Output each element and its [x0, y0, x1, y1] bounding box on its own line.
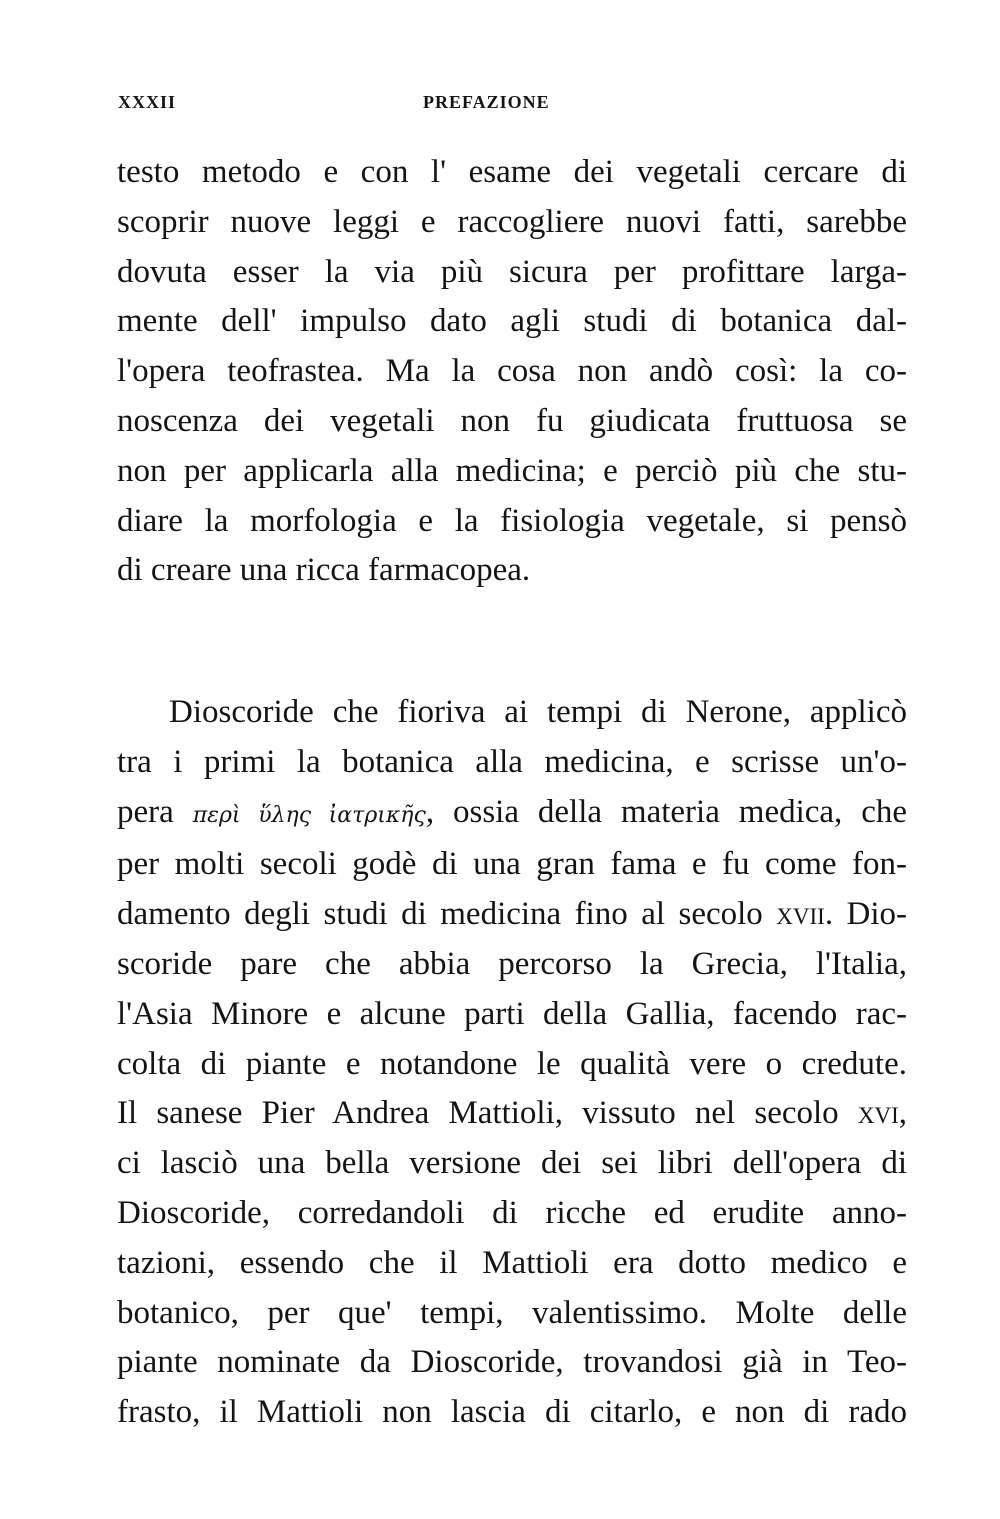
text-line: l'Asia Minore e alcune parti della Gallia, facendo rac- [117, 995, 907, 1032]
paragraph-1 [117, 148, 907, 596]
text-line: non per applicarla alla medicina; e perciò più che stu- [117, 452, 907, 489]
text-segment: . Dio- [824, 896, 907, 933]
text-line-with-greek [117, 788, 907, 841]
text-line: piante nominate da Dioscoride, trovandosi già in Teo- [117, 1344, 907, 1381]
text-line: Dioscoride che fioriva ai tempi di Nerone, applicò [169, 694, 907, 730]
text-line: dovuta esser la via più sicura per profittare larga- [117, 253, 907, 290]
text-line: noscenza dei vegetali non fu giudicata fruttuosa se [117, 402, 907, 439]
century-numeral: xvi [857, 1095, 899, 1132]
text-line: scoride pare che abbia percorso la Grecia, l'Italia, [117, 945, 907, 982]
text-line: testo metodo e con l' esame dei vegetali cercare di [117, 154, 907, 190]
running-title: PREFAZIONE [423, 92, 550, 112]
text-segment: pera [117, 793, 174, 830]
text-line: diare la morfologia e la fisiologia vegetale, si pensò [117, 502, 907, 539]
paragraph-2 [117, 688, 907, 1438]
text-line: tra i primi la botanica alla medicina, e scrisse un'o- [117, 743, 907, 780]
text-segment: damento degli studi di medicina fino al secolo [117, 896, 777, 933]
text-line: tazioni, essendo che il Mattioli era dotto medico e [117, 1244, 907, 1281]
text-line: scoprir nuove leggi e raccogliere nuovi fatti, sarebbe [117, 203, 907, 240]
text-segment: Il sanese Pier Andrea Mattioli, vissuto nel secolo [117, 1095, 858, 1132]
text-line-with-century [117, 1089, 907, 1139]
text-line: di creare una ricca farmacopea. [117, 552, 531, 589]
text-line: Dioscoride, corredandoli di ricche ed erudite anno- [117, 1194, 907, 1231]
text-line: colta di piante e notandone le qualità vere o credute. [117, 1045, 907, 1082]
text-segment: , [898, 1095, 907, 1132]
page-number: XXXII [118, 92, 177, 112]
text-line: frasto, il Mattioli non lascia di citarlo, e non di rado [117, 1394, 907, 1431]
running-head [118, 92, 898, 122]
text-line: per molti secoli godè di una gran fama e fu come fon- [117, 846, 907, 883]
text-line-with-century [117, 890, 907, 940]
text-line: mente dell' impulso dato agli studi di botanica dal- [117, 303, 907, 340]
greek-title: περὶ ὕλης ἰατρικῆς [192, 802, 426, 828]
century-numeral: xvii [776, 896, 825, 933]
text-line: ci lasciò una bella versione dei sei libri dell'opera di [117, 1145, 907, 1182]
text-segment: , ossia della materia medica, che [425, 793, 908, 830]
text-line: l'opera teofrastea. Ma la cosa non andò così: la co- [117, 353, 907, 390]
text-line: botanico, per que' tempi, valentissimo. Molte delle [117, 1294, 907, 1331]
